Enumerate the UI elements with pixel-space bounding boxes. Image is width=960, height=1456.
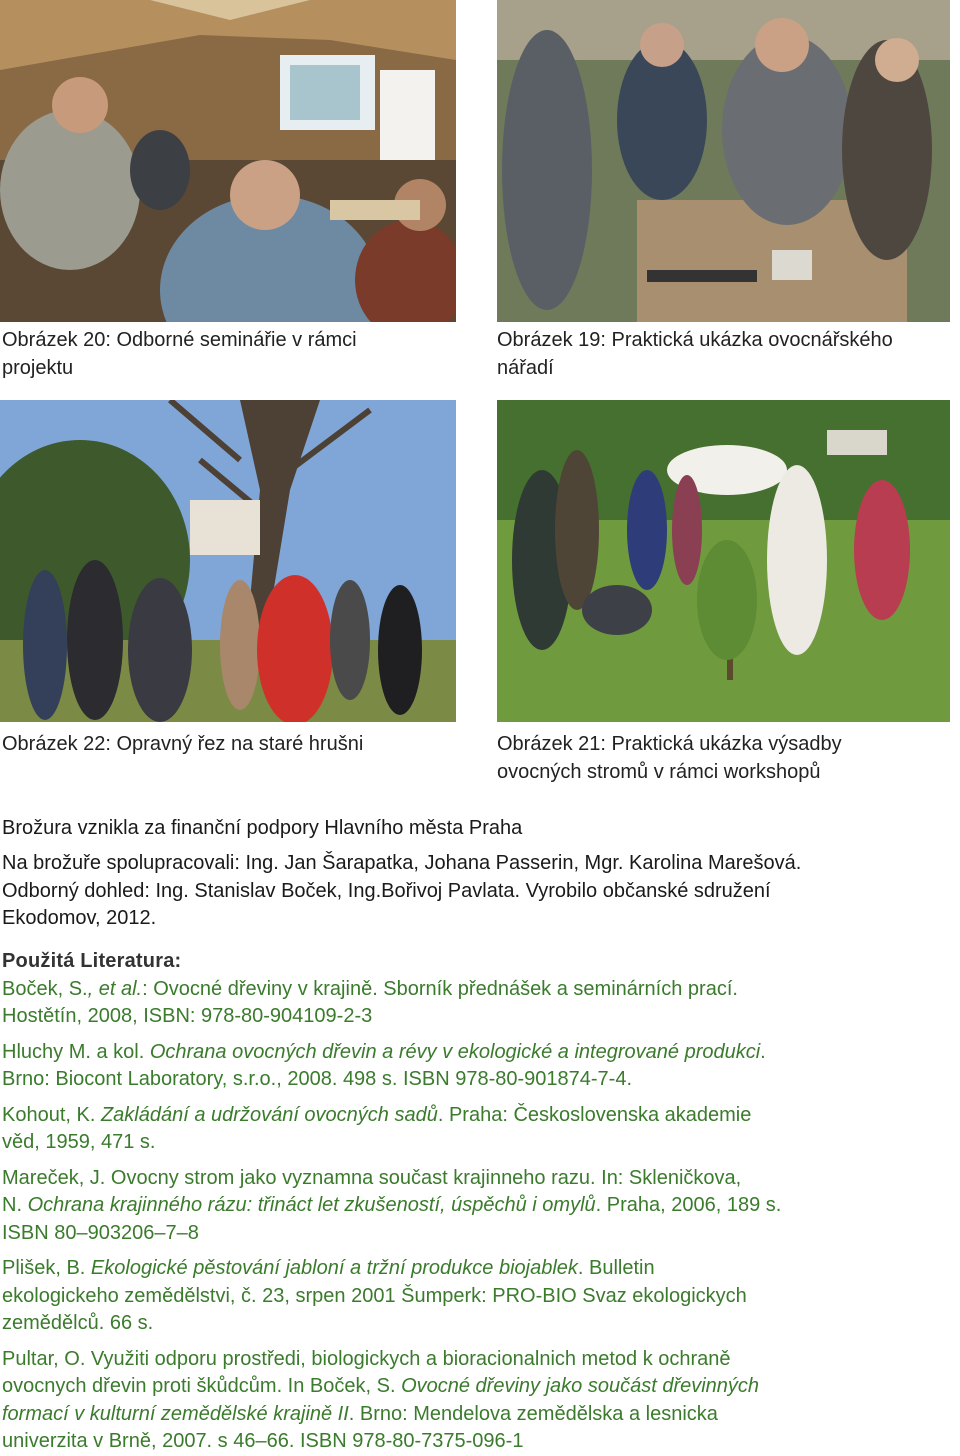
ref-author: Plišek, B.: [2, 1257, 91, 1279]
caption-line: Obrázek 19: Praktická ukázka ovocnářského: [497, 329, 893, 351]
reference-line: [2, 1102, 952, 1130]
ref-italic: , et al.: [87, 977, 143, 1000]
caption-line: Obrázek 20: Odborné seminářie v rámci: [2, 329, 357, 351]
ref-text: N.: [2, 1194, 28, 1216]
collaborators: [2, 850, 952, 933]
ref-italic: formací v kulturní zemědělské krajině II: [2, 1402, 349, 1425]
ref-italic: Zakládání a udržování ovocných sadů: [100, 1103, 438, 1126]
ref-text: . Praha, 2006, 189 s.: [595, 1194, 782, 1216]
caption-fig21: [497, 730, 957, 786]
reference-line: Pultar, O. Využiti odporu prostředi, biologickych a bioracionalnich metod k ochraně: [2, 1347, 731, 1370]
ref-italic: Ochrana ovocných dřevin a révy v ekologické a integrované produkci: [149, 1040, 761, 1063]
reference-line: [2, 1401, 952, 1429]
reference-item: [2, 1039, 952, 1094]
reference-line: Brno: Biocont Laboratory, s.r.o., 2008. 498 s. ISBN 978-80-901874-7-4.: [2, 1068, 633, 1090]
caption-fig19: [497, 326, 957, 382]
collab-line: Na brožuře spolupracovali: Ing. Jan Šarapatka, Johana Passerin, Mgr. Karolina Marešová.: [2, 852, 802, 874]
caption-line: nářadí: [497, 357, 554, 379]
reference-line: [2, 1373, 952, 1401]
reference-line: [2, 976, 952, 1004]
caption-fig22: [2, 730, 442, 758]
collab-line: Odborný dohled: Ing. Stanislav Boček, Ing.Bořivoj Pavlata. Vyrobilo občanské sdružení: [2, 879, 771, 902]
funding-note: Brožura vznikla za finanční podpory Hlavního města Praha: [2, 817, 523, 839]
ref-text: . Brno: Mendelova zemědělska a lesnicka: [348, 1402, 718, 1425]
caption-line: projektu: [2, 357, 74, 379]
reference-line: Mareček, J. Ovocny strom jako vyznamna součast krajinneho razu. In: Skleničkova,: [2, 1166, 742, 1189]
photo-pear-pruning: [0, 400, 456, 722]
ref-italic: Ovocné dřeviny jako součást dřevinných: [401, 1375, 760, 1397]
reference-line: ISBN 80–903206–7–8: [2, 1221, 199, 1244]
reference-item: [2, 1165, 952, 1248]
collab-line: Ekodomov, 2012.: [2, 907, 157, 929]
ref-text: . Praha: Československa akademie: [437, 1103, 752, 1126]
reference-line: univerzita v Brně, 2007. s 46–66. ISBN 978-80-7375-096-1: [2, 1430, 524, 1452]
reference-line: zemědělců. 66 s.: [2, 1312, 154, 1334]
photo-tools-demo: [497, 0, 950, 322]
ref-text: ovocnych dřevin proti škůdcům. In Boček, S.: [2, 1375, 402, 1397]
reference-line: věd, 1959, 471 s.: [2, 1131, 156, 1153]
literature-heading: Použitá Literatura:: [2, 950, 182, 972]
ref-text: . Bulletin: [577, 1257, 655, 1279]
reference-item: [2, 976, 952, 1031]
reference-line: ekologickeho zemědělstvi, č. 23, srpen 2001 Šumperk: PRO-BIO Svaz ekologickych: [2, 1284, 747, 1307]
caption-line: Obrázek 21: Praktická ukázka výsadby: [497, 733, 842, 755]
reference-item: [2, 1102, 952, 1157]
literature-section: [2, 948, 952, 1456]
ref-text: .: [760, 1040, 766, 1063]
caption-line: Obrázek 22: Opravný řez na staré hrušni: [2, 733, 364, 755]
ref-italic: Ekologické pěstování jabloní a tržní produkce biojablek: [90, 1257, 578, 1279]
reference-line: [2, 1192, 952, 1220]
photo-planting-workshop: [497, 400, 950, 722]
ref-author: Boček, S.: [2, 977, 88, 1000]
reference-line: [2, 1255, 952, 1283]
reference-line: [2, 1039, 952, 1067]
ref-italic: Ochrana krajinného rázu: třináct let zkušeností, úspěchů i omylů: [27, 1194, 596, 1216]
ref-text: : Ovocné dřeviny v krajině. Sborník přednášek a seminárních prací.: [142, 977, 738, 1000]
reference-item: [2, 1346, 952, 1456]
reference-line: Hostětín, 2008, ISBN: 978-80-904109-2-3: [2, 1005, 373, 1027]
caption-fig20: [2, 326, 442, 382]
ref-author: Kohout, K.: [2, 1103, 101, 1126]
photo-seminar: [0, 0, 456, 322]
caption-line: ovocných stromů v rámci workshopů: [497, 761, 821, 783]
reference-item: [2, 1255, 952, 1338]
ref-author: Hluchy M. a kol.: [2, 1040, 150, 1063]
